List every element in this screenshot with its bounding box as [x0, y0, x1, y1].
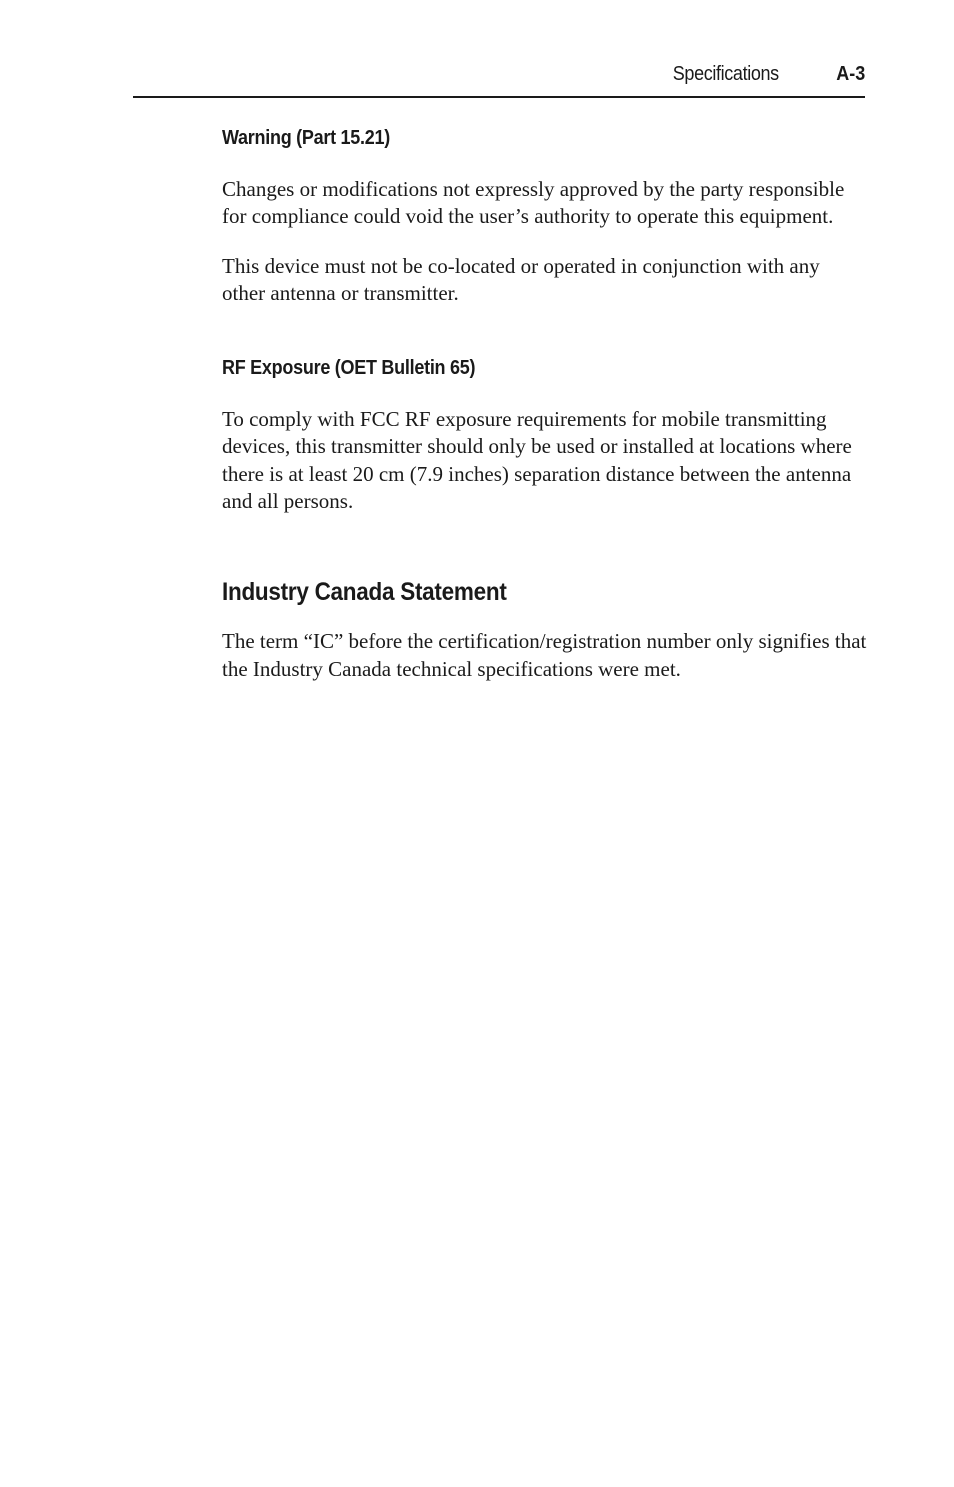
warning-heading: Warning (Part 15.21) [222, 127, 390, 149]
warning-paragraph-2: This device must not be co-located or operated in conjunction with any other antenna or transmitter. [222, 253, 820, 305]
industry-canada-paragraph: The term “IC” before the certification/registration number only signifies that the Industry Canada technical specifications were met. [222, 629, 867, 681]
running-header [133, 60, 865, 98]
rf-exposure-heading: RF Exposure (OET Bulletin 65) [222, 357, 476, 380]
header-section-title: Specifications [672, 63, 779, 85]
header-page-number: A-3 [835, 63, 865, 85]
page-content [222, 124, 867, 683]
warning-paragraph-1: Changes or modifications not expressly approved by the party responsible for compliance could void the user’s authority to operate this equipment. [222, 177, 845, 229]
industry-canada-heading: Industry Canada Statement [222, 578, 507, 607]
rf-exposure-paragraph: To comply with FCC RF exposure requirements for mobile transmitting devices, this transmitter should only be used or installed at locations where there is at least 20 cm (7.9 inches) separation distance between the antenna and all persons. [222, 407, 852, 514]
